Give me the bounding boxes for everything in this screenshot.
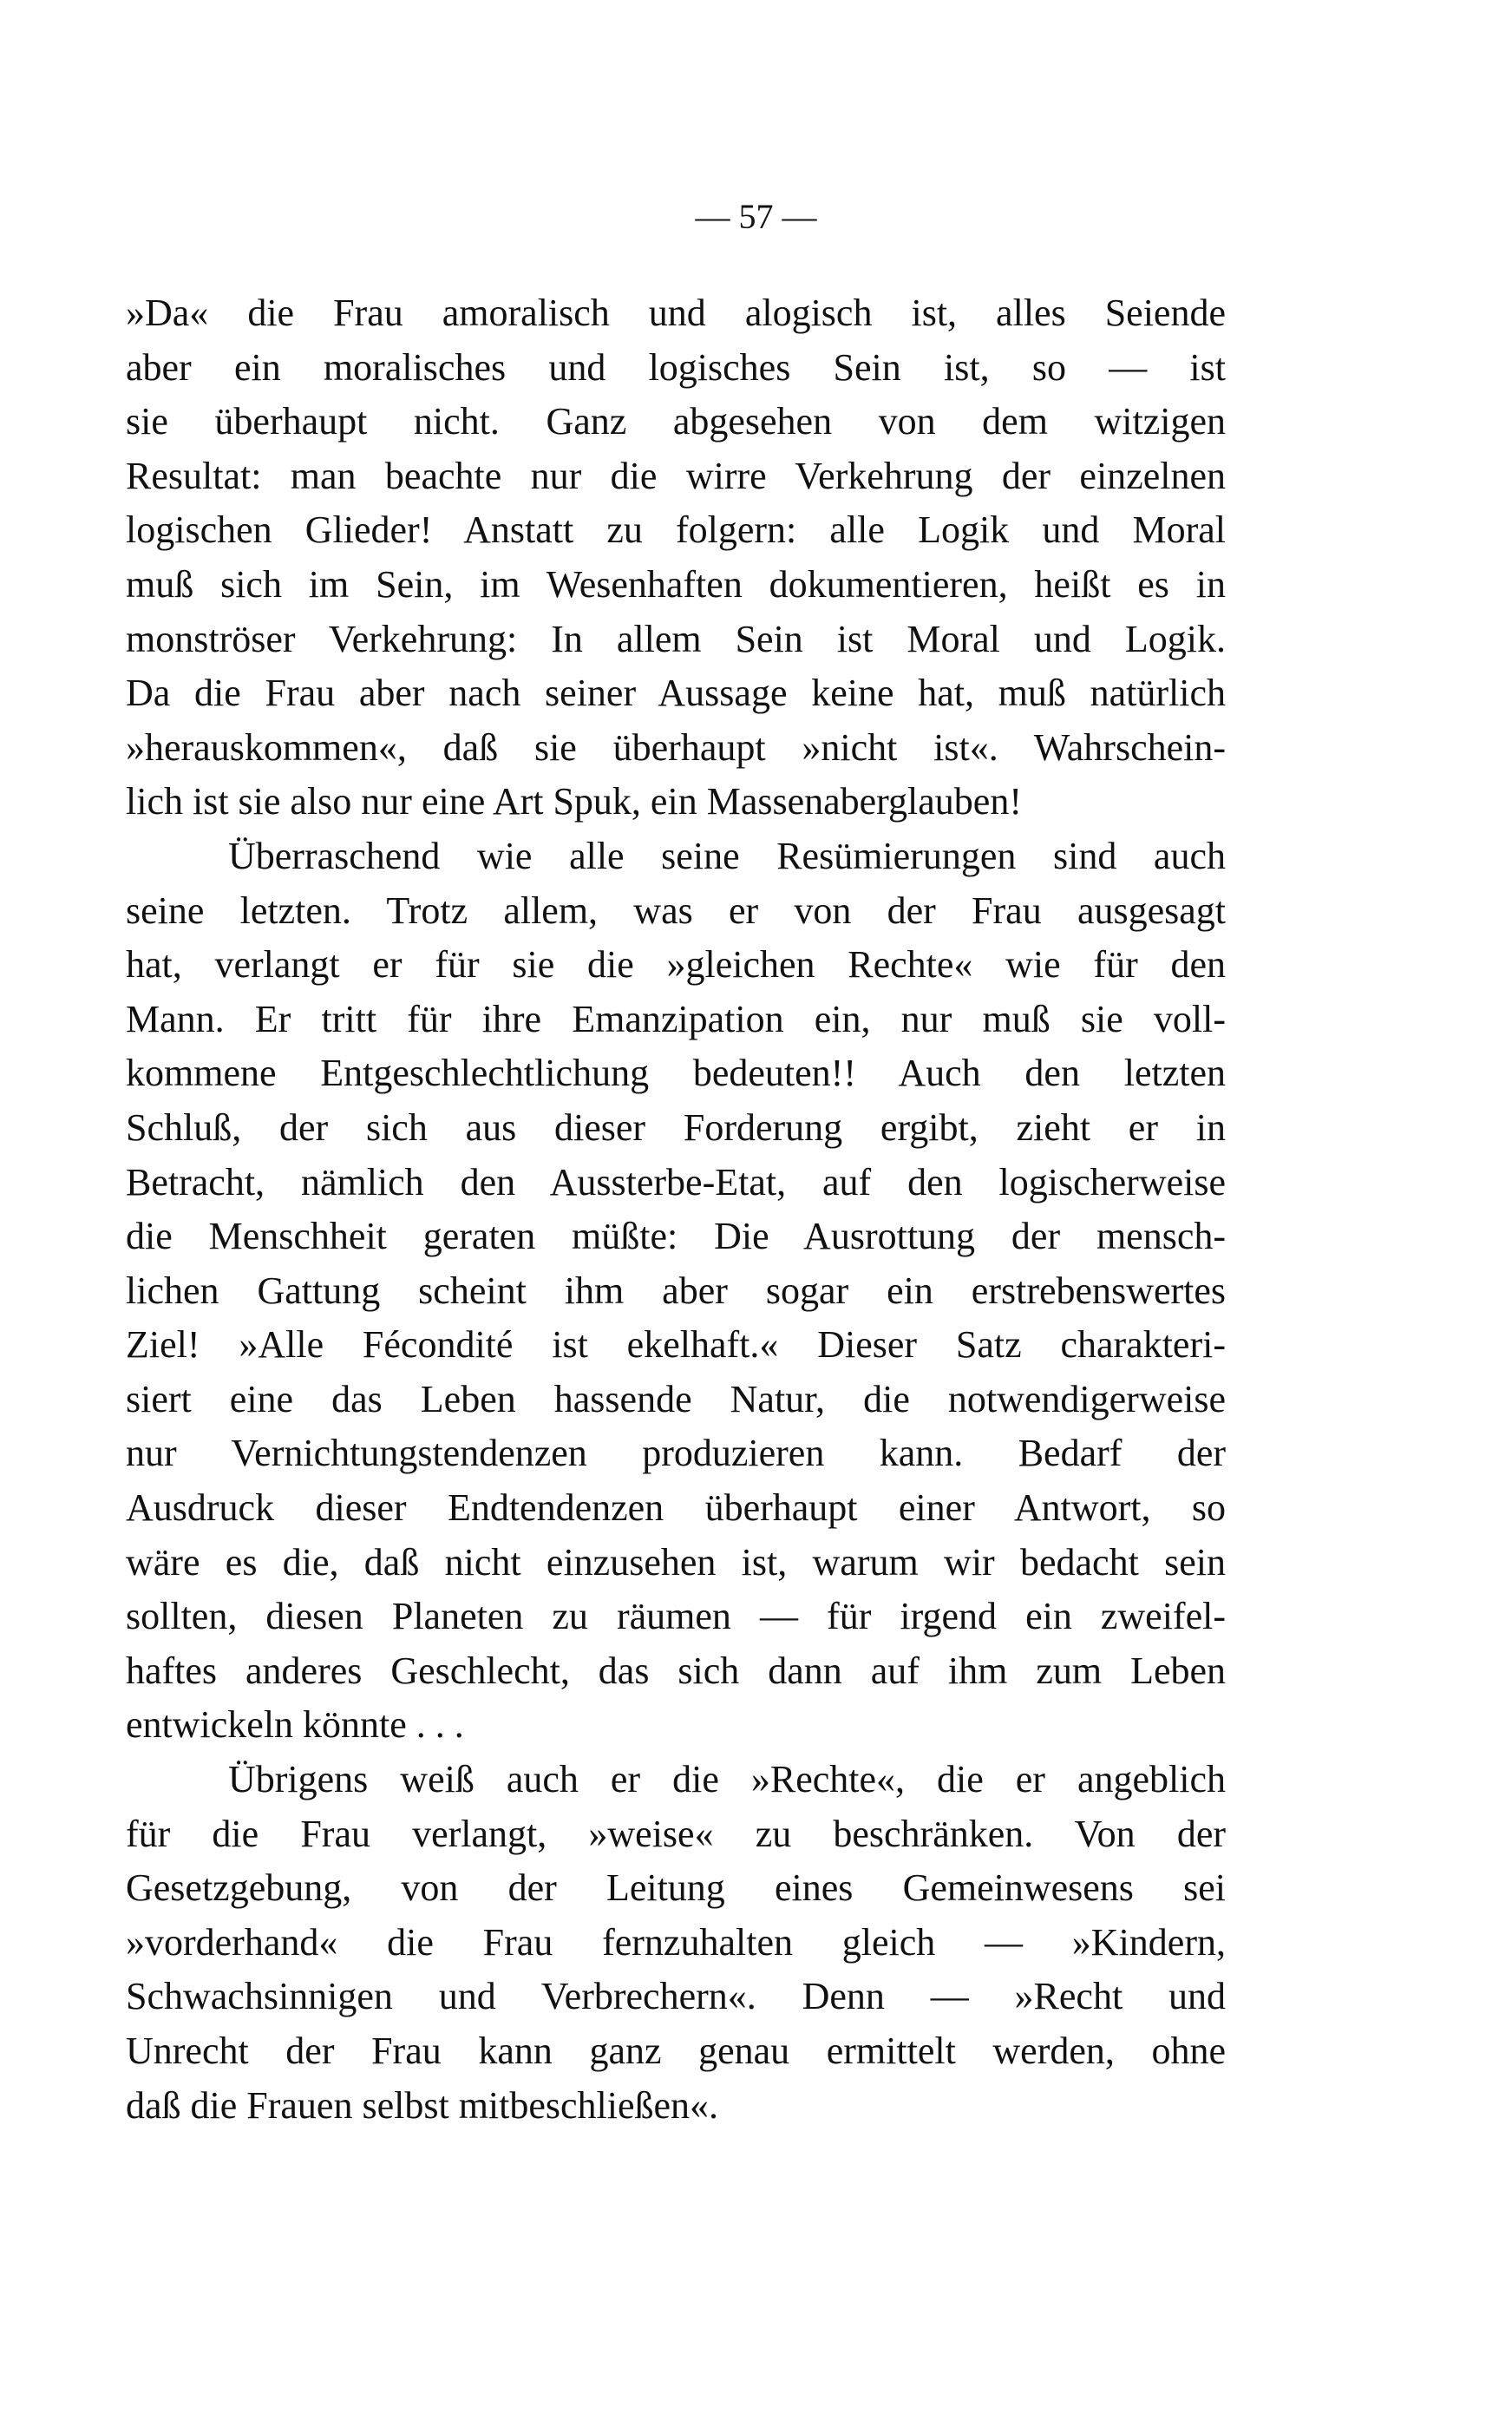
text-line: »vorderhand« die Frau fernzuhalten gleich — »Kindern,	[126, 1920, 1226, 1964]
text-line: wäre es die, daß nicht einzusehen ist, warum wir bedacht sein	[126, 1540, 1226, 1584]
text-line: Schluß, der sich aus dieser Forderung ergibt, zieht er in	[126, 1105, 1226, 1149]
text-line: »herauskommen«, daß sie überhaupt »nicht ist«. Wahrschein-	[126, 725, 1226, 769]
text-line: sie überhaupt nicht. Ganz abgesehen von dem witzigen	[126, 400, 1226, 443]
text-line: Mann. Er tritt für ihre Emanzipation ein, nur muß sie voll-	[126, 997, 1226, 1040]
text-line: Betracht, nämlich den Aussterbe-Etat, auf den logischerweise	[126, 1160, 1226, 1203]
text-line: aber ein moralisches und logisches Sein ist, so — ist	[126, 345, 1226, 389]
text-line: siert eine das Leben hassende Natur, die notwendigerweise	[126, 1377, 1226, 1420]
text-line: Ausdruck dieser Endtendenzen überhaupt einer Antwort, so	[126, 1486, 1226, 1530]
text-line: Gesetzgebung, von der Leitung eines Gemeinwesens sei	[126, 1866, 1226, 1910]
text-line: muß sich im Sein, im Wesenhaften dokumentieren, heißt es in	[126, 562, 1226, 606]
body-text	[126, 286, 1226, 2133]
text-line: lich ist sie also nur eine Art Spuk, ein Massenaberglauben!	[126, 780, 1022, 823]
text-line: seine letzten. Trotz allem, was er von der Frau ausgesagt	[126, 889, 1226, 932]
text-line: monströser Verkehrung: In allem Sein ist Moral und Logik.	[126, 617, 1226, 660]
text-line: Da die Frau aber nach seiner Aussage keine hat, muß natürlich	[126, 672, 1226, 715]
text-line: Schwachsinnigen und Verbrechern«. Denn — »Recht und	[126, 1975, 1226, 2018]
text-line: die Menschheit geraten müßte: Die Ausrottung der mensch-	[126, 1215, 1226, 1258]
text-line: hat, verlangt er für sie die »gleichen Rechte« wie für den	[126, 943, 1226, 987]
text-line: Übrigens weiß auch er die »Rechte«, die er angeblich	[228, 1758, 1226, 1801]
page-number: — 57 —	[695, 197, 817, 236]
text-line: nur Vernichtungstendenzen produzieren kann. Bedarf der	[126, 1432, 1226, 1475]
text-line: logischen Glieder! Anstatt zu folgern: alle Logik und Moral	[126, 508, 1226, 552]
text-line: kommene Entgeschlechtlichung bedeuten!! Auch den letzten	[126, 1052, 1226, 1095]
text-line: sollten, diesen Planeten zu räumen — für irgend ein zweifel-	[126, 1595, 1226, 1638]
text-line: haftes anderes Geschlecht, das sich dann auf ihm zum Leben	[126, 1649, 1226, 1692]
text-line: Unrecht der Frau kann ganz genau ermittelt werden, ohne	[126, 2030, 1226, 2072]
text-line: lichen Gattung scheint ihm aber sogar ein erstrebenswertes	[126, 1269, 1226, 1312]
text-line: Überraschend wie alle seine Resümierungen sind auch	[228, 834, 1226, 877]
text-line: Resultat: man beachte nur die wirre Verkehrung der einzelnen	[126, 454, 1226, 497]
text-line: daß die Frauen selbst mitbeschließen«.	[126, 2083, 719, 2127]
text-line: entwickeln könnte . . .	[126, 1703, 464, 1747]
text-line: für die Frau verlangt, »weise« zu beschränken. Von der	[126, 1812, 1226, 1855]
text-line: »Da« die Frau amoralisch und alogisch ist, alles Seiende	[126, 292, 1226, 334]
text-line: Ziel! »Alle Fécondité ist ekelhaft.« Dieser Satz charakteri-	[126, 1323, 1226, 1367]
